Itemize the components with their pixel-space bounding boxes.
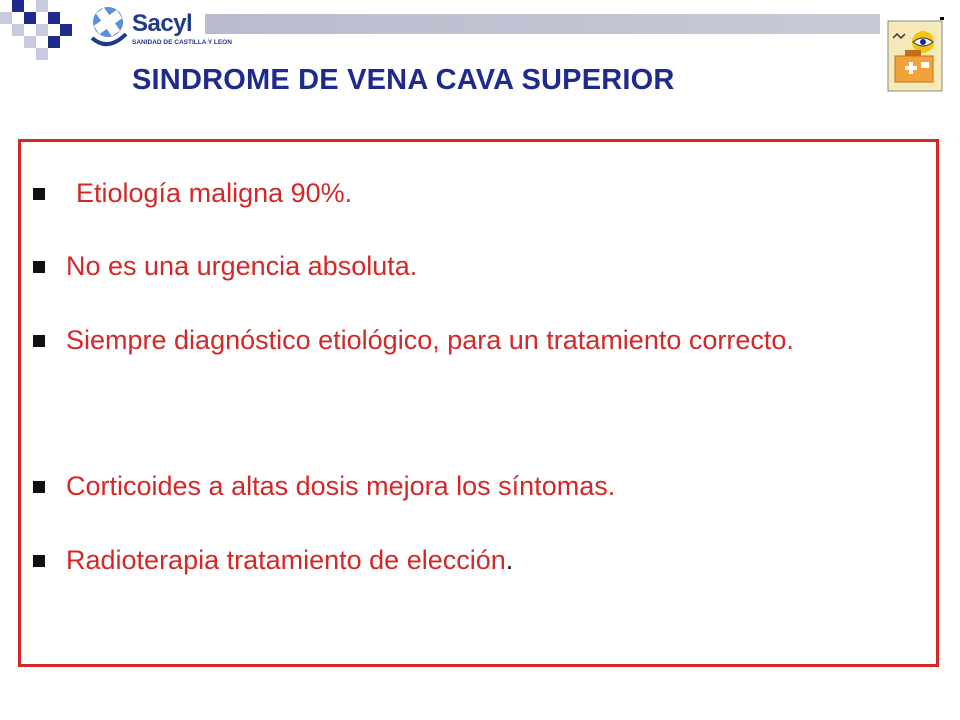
bullet-square-icon [33, 261, 45, 273]
decorative-checker-pattern [0, 0, 80, 60]
logo-name: Sacyl [132, 10, 193, 37]
bullet-suffix: . [505, 545, 514, 575]
content-box [18, 139, 939, 667]
bullet-text: Etiología maligna 90%. [76, 178, 353, 208]
list-item [66, 158, 926, 228]
bullet-square-icon [33, 481, 45, 493]
bullet-text: Siempre diagnóstico etiológico, para un tratamiento correcto. [66, 325, 794, 355]
list-item [66, 451, 926, 521]
sacyl-logo [86, 4, 232, 52]
list-item [66, 525, 926, 595]
header-bar [205, 14, 880, 34]
slide-title: SINDROME DE VENA CAVA SUPERIOR [132, 64, 675, 96]
list-item [66, 305, 926, 375]
bullet-text: Corticoides a altas dosis mejora los síntomas. [66, 471, 616, 501]
emergency-emblem-icon [887, 20, 943, 92]
bullet-square-icon [33, 335, 45, 347]
bullet-text: Radioterapia tratamiento de elección [66, 545, 506, 575]
logo-subtitle: SANIDAD DE CASTILLA Y LEON [132, 39, 232, 46]
bullet-square-icon [33, 188, 45, 200]
list-item [66, 231, 926, 301]
bullet-square-icon [33, 555, 45, 567]
bullet-text: No es una urgencia absoluta. [66, 251, 418, 281]
sacyl-cross-icon [86, 4, 130, 52]
